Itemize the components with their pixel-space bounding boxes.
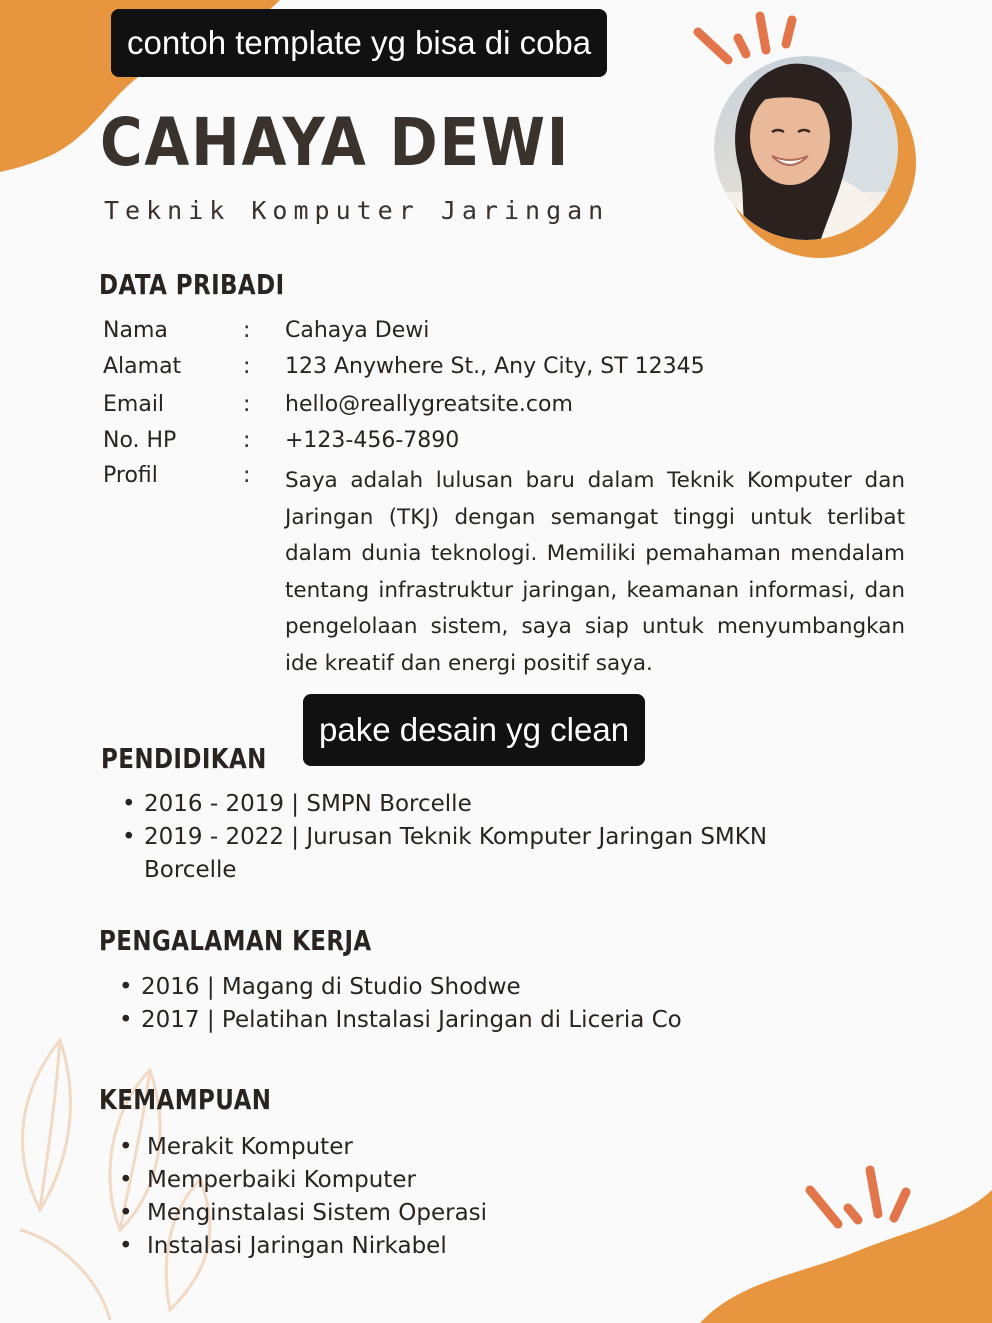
education-list [122,788,822,887]
profile-photo [710,52,920,262]
row-value: 123 Anywhere St., Any City, ST 12345 [285,354,705,379]
row-label: Email [103,392,165,417]
middle-caption: pake desain yg clean [303,694,645,766]
personal-row-email [103,392,573,417]
row-label: Profil [103,463,158,488]
row-label: No. HP [103,428,177,453]
experience-list [119,971,819,1037]
profile-summary: Saya adalah lulusan baru dalam Teknik Komputer dan Jaringan (TKJ) dengan semangat tinggi untuk terlibat dalam dunia teknologi. Memiliki pemahaman mendalam tentang infrastruktur jaringan, keamanan informasi, dan pengelolaan sistem, saya siap untuk menyumbangkan ide kreatif dan energi positif saya. [285,468,905,676]
row-label: Alamat [103,354,182,379]
personal-row-profile [103,463,283,488]
row-separator: : [243,318,251,343]
section-heading-education: PENDIDIKAN [101,742,267,775]
section-heading-personal: DATA PRIBADI [99,268,285,301]
resume-role: Teknik Komputer Jaringan [104,196,610,225]
row-value: Cahaya Dewi [285,318,430,343]
section-heading-experience: PENGALAMAN KERJA [99,924,372,957]
section-heading-skills: KEMAMPUAN [99,1083,272,1116]
row-label: Nama [103,318,168,343]
personal-row-name [103,318,429,343]
row-separator: : [243,428,251,453]
list-item: • Menginstalasi Sistem Operasi [119,1197,719,1230]
row-value: +123-456-7890 [285,428,460,453]
row-separator: : [243,463,251,488]
profile-photo-frame [710,52,920,262]
list-item: • 2019 - 2022 | Jurusan Teknik Komputer Jaringan SMKN Borcelle [122,821,822,887]
skills-list [119,1131,719,1263]
list-item: • Merakit Komputer [119,1131,719,1164]
list-item: • 2016 | Magang di Studio Shodwe [119,971,819,1004]
personal-row-address [103,354,705,379]
row-separator: : [243,354,251,379]
personal-row-phone [103,428,459,453]
list-item: • 2016 - 2019 | SMPN Borcelle [122,788,822,821]
sparkle-lines-icon [800,1160,920,1240]
list-item: • 2017 | Pelatihan Instalasi Jaringan di Liceria Co [119,1004,819,1037]
list-item: • Memperbaiki Komputer [119,1164,719,1197]
list-item: • Instalasi Jaringan Nirkabel [119,1230,719,1263]
top-caption: contoh template yg bisa di coba [111,9,607,77]
resume-name: CAHAYA DEWI [100,104,571,181]
row-value: hello@reallygreatsite.com [285,392,573,417]
row-separator: : [243,392,251,417]
